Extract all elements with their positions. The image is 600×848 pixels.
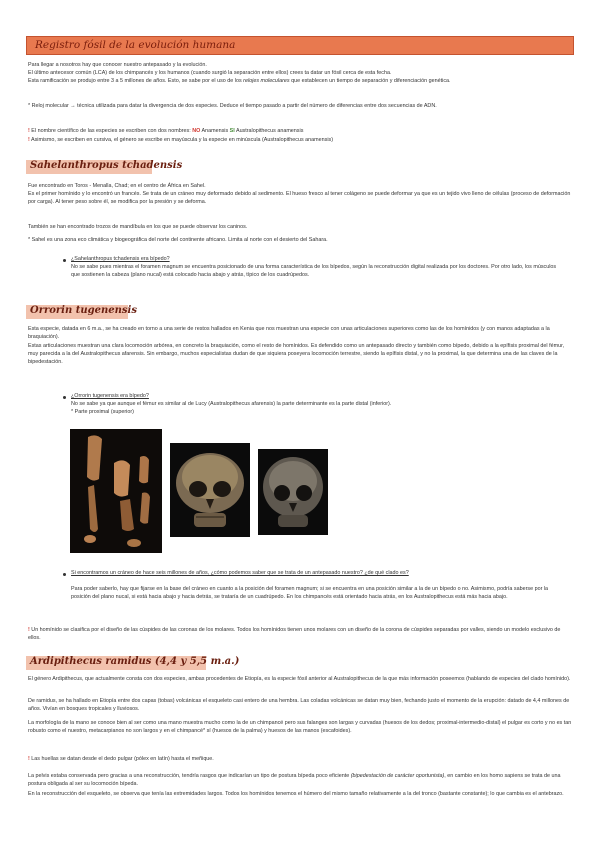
note-molars — [28, 626, 572, 642]
si-label: SI — [229, 128, 235, 134]
note-footprints — [28, 755, 572, 763]
orrorin-bone-fragments-photo — [70, 429, 162, 553]
bullet-dot — [63, 396, 66, 399]
alert-mark: ! — [28, 627, 30, 633]
intro-line-3-em: relojes moleculares — [243, 78, 290, 84]
ardi-p4-c: , en cambio en los homo sapiens se trata de una postura obligada al ser su locomoción bípeda. — [28, 773, 561, 788]
alert-mark: ! — [28, 756, 30, 762]
sahel-p2: Es el primer homínido y lo encontró un francés. Se trata de un cráneo muy deformado debido al sedimento. El hueso fresco al tener colágeno se puede deformar ya que es un tejido vivo lleno de células (proceso de deformación por carga). Al tener peso sobre él, se modifica por la presión y se deforma. — [28, 191, 571, 206]
intro-line-2: El último antecesor común (LCA) de los chimpancés y los humanos (cuando surgió la separación entre ellos) crees ta datar un fósil cerca de esta fecha. — [28, 70, 392, 76]
ardi-p1: El género Ardipithecus, que actualmente consta con dos especies, ambas procedentes de Etiopía, es la especie fósil anterior al Australopithecus de la que más información poseemos (hablando de especies del clado homínido). — [28, 676, 571, 682]
ardi-p5: En la reconstrucción del esqueleto, se observa que tenía las extremidades largos. Todos los homínidos tenemos el húmero del mismo tamaño relativamente a la del tronco (bastante constante); lo que cambia es el antebrazo. — [28, 791, 564, 797]
orrorin-p2: Estas articulaciones muestran una clara locomoción arbórea, en concreto la braquiación, como el resto de homínidos. Es defendido como un antepasado directo y también como bípedo, debido a la epífisis proximal del fémur, muy parecida a la del Australopithecus afarensis. Sin embargo, muchos especialistas dudan de que siquiera poseyera locomoción terrestre, siendo la epífisis distal, y no la proximal, la que determina una de las claves de la bipedestación. — [28, 343, 565, 366]
intro-line-3-b: que establecen un tiempo de separación y diferenciación genética. — [291, 78, 451, 84]
skull-answer: Para poder saberlo, hay que fijarse en la base del cráneo en cuanto a la posición del foramen magnum; si se encuentra en una posición similar a la de un bípedo o no. Asimismo, podría saberse por la posición del plano nucal, si está hacia abajo y hacia detrás, se trataría de un cuadrúpedo. En los chimpancés está orientado hacia atrás, en los Australopithecus está más hacia abajo. — [71, 586, 549, 601]
section-heading-ardipithecus — [26, 656, 240, 670]
orrorin-p1: Esta especie, datada en 6 m.a., se ha creado en torno a una serie de restos hallados en Kenia que nos muestran una especie con unas articulaciones superiores como las de los homínidos (y con manos adaptadas a la braquiación). — [28, 326, 550, 341]
intro-line-3-a: Esta ramificación se produjo entre 3 a 5 millones de años. Esto, se sabe por el uso de los — [28, 78, 242, 84]
section-heading-sahelanthropus — [26, 160, 183, 174]
sahel-question: ¿Sahelanthropus tchadensis era bípedo? — [71, 256, 170, 262]
section-heading-text: Orrorin tugenensis — [30, 305, 137, 316]
sahel-answer: No se sabe pues mientras el foramen magnum se encuentra posicionado de una forma característica de los bípedos, según la reconstrucción digital realizada por los doctores. Por otro lado, los músculos que sostienen la cabeza (plano nucal) está colocado hacia abajo y atrás, típico de los cuadrúpedos. — [71, 264, 557, 279]
intro-line-3 — [28, 77, 572, 85]
sahel-p4: * Sahel es una zona eco climática y biogeográfica del norte del continente africano. Limita al norte con el desierto del Sahara. — [28, 237, 328, 243]
sahel-p1: Fue encontrado en Toros - Menalla, Chad; en el centro de África en Sahel. — [28, 183, 206, 189]
section-heading-text: Sahelanthropus tchadensis — [30, 160, 183, 171]
hominid-skull-photo-2 — [258, 449, 328, 535]
skull-question: Si encontramos un cráneo de hace seis millones de años, ¿cómo podemos saber que se trata de un antepasado nuestro? ¿de qué clado es? — [71, 570, 409, 576]
intro-line-4: * Reloj molecular → técnica utilizada para datar la divergencia de dos especies. Deduce el tiempo pasado a partir del número de diferencias entre dos secuencias de ADN. — [28, 103, 437, 109]
sahel-p3: También se han encontrado trozos de mandíbula en los que se puede observar los caninos. — [28, 224, 248, 230]
ardi-p4-em: (bipedestación de carácter oportunista) — [350, 773, 445, 779]
note-species-name — [28, 127, 572, 135]
orrorin-answer-note: * Parte proximal (superior) — [71, 409, 134, 415]
note-footprints-text: Las huellas se datan desde el dedo pulgar (pólex en latín) hasta el meñique. — [31, 756, 214, 762]
ardi-p2: De ramidus, se ha hallado en Etiopía entre dos capas (tobas) volcánicas el esqueleto casi entero de una hembra. Las coladas volcánicas se datan muy bien, fechando justo el momento de la erupción: datado de 4,4 millones de años. Vivían en bosques tropicales y lluviosos. — [28, 698, 570, 713]
bullet-dot — [63, 259, 66, 262]
ardi-p3: La morfología de la mano se conoce bien al ser como una mano muestra mucho como la de un chimpancé pero sus falanges son largas y curvadas (huesos de los dedos; proximal-intermedio-distal) el pulgar es corto y no es tan robusto como el nuestro, metacarpianos no son largos y en el chimpancé* sí (huesos de la palma) y huesos de las manos (escafoides). — [28, 720, 572, 735]
note-species-text-b: Anamensis — [201, 128, 229, 134]
note-molars-text: Un homínido se clasifica por el diseño de las cúspides de las coronas de los molares. Todos los homínidos tienen unos molares con un diseño de la corona de cúspides separadas por valles, siendo un modelo exclusivo de ellos. — [28, 627, 561, 642]
ardi-p4-a: La pelvis estaba conservada pero gracias a una reconstrucción, tendría rasgos que indicarían un tipo de postura bípeda poco eficiente — [28, 773, 350, 779]
note-italics-text: Asimismo, se escriben en cursiva, el género se escribe en mayúscula y la especie en minúscula (Australopithecus anamensis) — [31, 137, 334, 143]
orrorin-answer: No se sabe ya que aunque el fémur es similar al de Lucy (Australopithecus afarensis) la parte determinante es la parte distal (inferior). — [71, 401, 392, 407]
alert-mark: ! — [28, 137, 30, 143]
ardi-p4 — [28, 772, 572, 788]
bullet-dot — [63, 573, 66, 576]
orrorin-question: ¿Orrorin tugenensis era bípedo? — [71, 393, 149, 399]
note-species-text-a: El nombre científico de las especies se escriben con dos nombres: — [31, 128, 191, 134]
no-label: NO — [192, 128, 201, 134]
intro-line-1: Para llegar a nosotros hay que conocer nuestro antepasado y la evolución. — [28, 62, 207, 68]
section-heading-text: Ardipithecus ramidus (4,4 y 5,5 m.a.) — [30, 656, 240, 667]
document-title: Registro fósil de la evolución humana — [35, 39, 236, 51]
note-species-text-c: Australopithecus anamensis — [235, 128, 304, 134]
alert-mark: ! — [28, 128, 30, 134]
note-italics — [28, 136, 572, 144]
section-heading-orrorin — [26, 305, 137, 319]
hominid-skull-photo-1 — [170, 443, 250, 537]
document-title-bar — [26, 36, 574, 55]
